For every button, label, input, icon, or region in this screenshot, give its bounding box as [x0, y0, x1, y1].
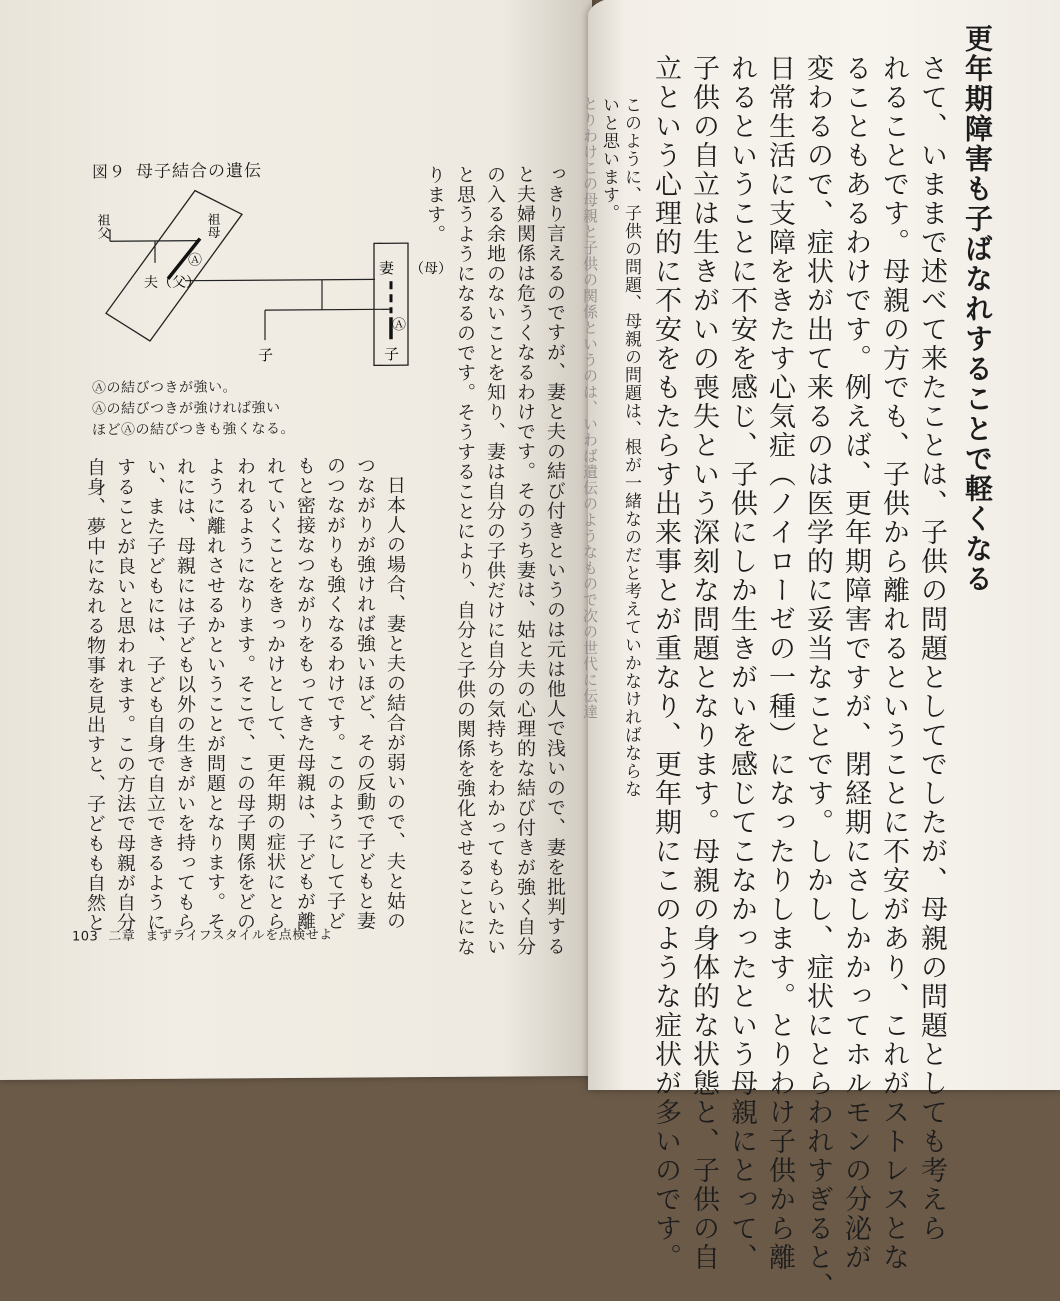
caption-line-2: Ⓐの結びつきが強ければ強い — [92, 400, 281, 418]
right-page — [581, 0, 1060, 1301]
left-lower-line-5: れていくことをきっかけとして、更年期の症状にとら — [264, 456, 286, 932]
left-upper-line-4: と思うようになるのです。そうすることにより、自分と子供の関係を強化させることにな — [454, 164, 476, 957]
right-line-10: いと思います。 — [599, 96, 619, 222]
marriage-line — [185, 279, 375, 280]
figure-title — [92, 156, 262, 182]
left-upper-line-3: の入る余地のないことを知り、妻は自分の子供だけに自分の気持ちをわかってもらいたい — [484, 164, 506, 957]
child-right-label: 子 — [384, 345, 400, 364]
left-lower-line-6: われるようになります。そこで、この母子関係をどの — [234, 456, 256, 932]
caption-line-1: Ⓐの結びつきが強い。 — [92, 379, 237, 397]
right-line-7: 子供の自立は生きがいの喪失という深刻な問題となります。母親の身体的な状態と、子供の自 — [688, 54, 719, 1272]
mother-son-box — [106, 190, 242, 341]
section-heading: 更年期障害も子ばなれすることで軽くなる — [961, 24, 994, 594]
grandfather-label: 祖父 — [94, 213, 110, 240]
chapter-label: 二章 — [108, 929, 136, 945]
right-line-5: 日常生活に支障をきたす心気症（ノイローゼの一種）になったりします。とりわけ子供から離 — [764, 54, 795, 1272]
marker-a1: Ⓐ — [188, 252, 202, 269]
figure-title-text: 母子結合の遺伝 — [136, 161, 263, 183]
left-lower-line-3: のつながりも強くなるわけです。このようにして子ど — [324, 455, 346, 931]
wife-label: 妻 — [379, 259, 395, 278]
left-lower-line-1: 日本人の場合、妻と夫の結合が弱いので、夫と姑の — [384, 475, 406, 931]
child-left-label: 子 — [258, 346, 274, 365]
page-footer — [72, 924, 333, 945]
left-lower-line-7: ように離れさせるかということが問題となります。そ — [204, 456, 226, 932]
children-line — [265, 309, 390, 310]
right-line-4: 変わるので、症状が出て来るのは医学的に妥当なことです。しかし、症状にとらわれすぎると、 — [802, 54, 833, 1301]
right-line-11: とりわけこの母親と子供の関係というのは、いわば遺伝のようなもので次の世代に伝達 — [581, 96, 599, 720]
left-lower-line-9: い、また子どもには、子ども自身で自立できるように — [144, 456, 166, 933]
left-upper-line-2: と夫婦関係は危うくなるわけです。そのうち妻は、姑と夫の心理的な結び付きが強く自分 — [514, 164, 536, 957]
left-page — [0, 0, 592, 1080]
right-line-3: ることもあるわけです。例えば、更年期障害ですが、閉経期にさしかかってホルモンの分泌が — [840, 54, 871, 1272]
left-upper-line-5: ります。 — [424, 164, 446, 245]
right-line-6: れるということに不安を感じ、子供にしか生きがいを感じてこなかったという母親にとって、 — [726, 54, 757, 1272]
left-lower-line-4: もと密接なつながりをもってきた母親は、子どもが離 — [294, 455, 316, 932]
caption-line-3: ほどⒶの結びつきも強くなる。 — [92, 420, 295, 439]
left-lower-line-8: れには、母親には子ども以外の生きがいを持ってもら — [174, 456, 196, 932]
left-lower-line-10: することが良いと思われます。この方法で母親が自分 — [114, 457, 136, 933]
left-lower-line-2: つながりが強ければ強いほど、その反動で子どもと妻 — [354, 455, 376, 931]
page-number: 103 — [72, 929, 99, 945]
running-title: まずライフスタイルを点検せよ — [145, 927, 333, 944]
right-line-8: 立という心理的に不安をもたらす出来事とが重なり、更年期にこのような症状が多いのです。 — [650, 54, 681, 1272]
mother-label: （母） — [410, 260, 452, 278]
right-line-9: このように、子供の問題、母親の問題は、根が一緒なのだと考えていかなければならな — [621, 96, 641, 798]
figure-label: 図９ — [92, 162, 127, 182]
grandmother-label: 祖母 — [204, 212, 220, 239]
left-upper-line-1: っきり言えるのですが、妻と夫の結び付きというのは元は他人で浅いので、妻を批判する — [544, 164, 566, 957]
right-line-2: れることです。母親の方でも、子供から離れるということに不安があり、これがストレスとな — [878, 54, 909, 1272]
marker-a2: Ⓐ — [392, 317, 406, 334]
husband-label: 夫（父） — [144, 274, 200, 291]
left-lower-line-11: 自身、夢中になれる物事を見出すと、子どもも自然と — [84, 457, 106, 933]
right-line-1: さて、いままで述べて来たことは、子供の問題としてでしたが、母親の問題としても考えら — [916, 54, 947, 1243]
